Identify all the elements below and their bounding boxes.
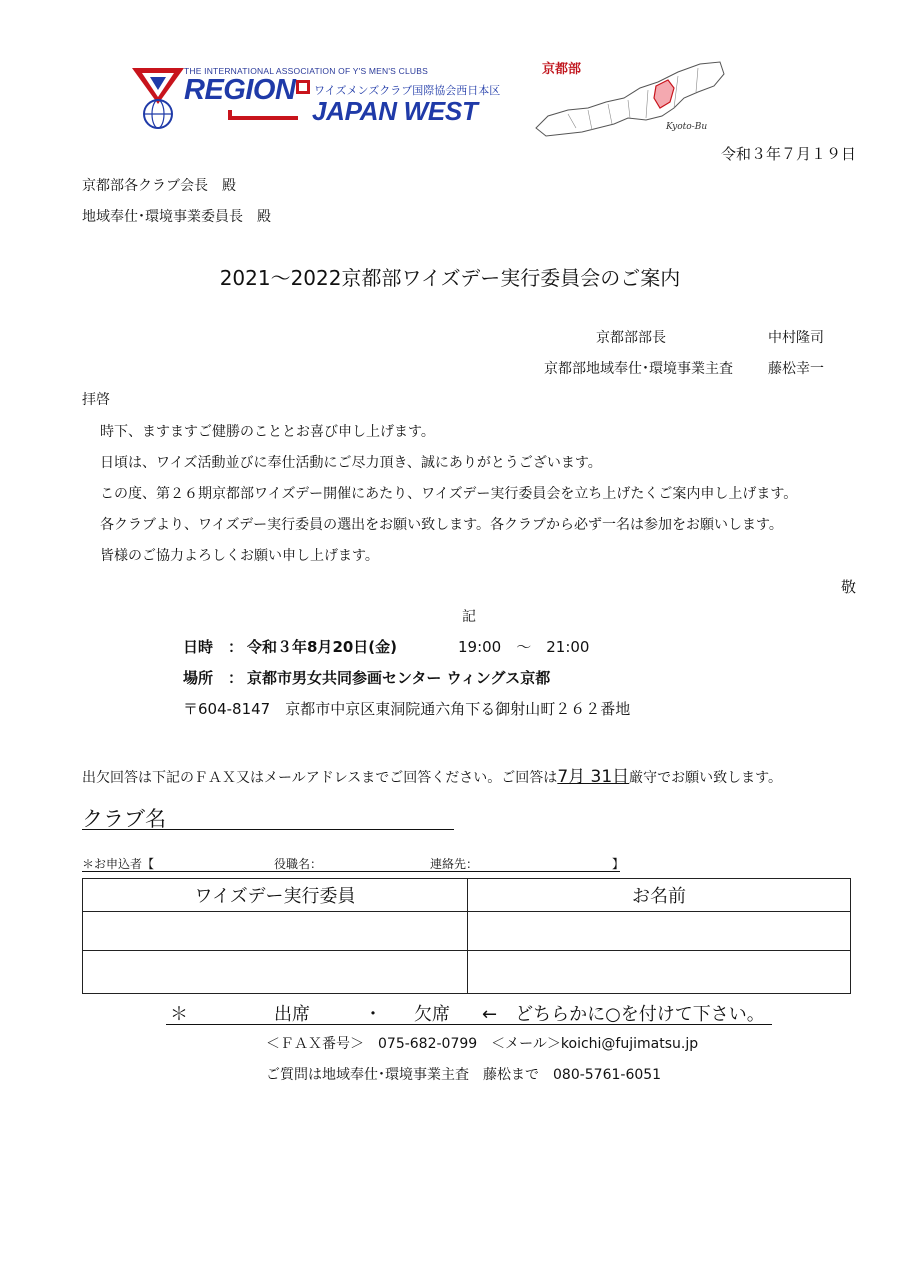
reply-deadline: 7月 31日 [557, 767, 630, 787]
reply-text-after: 厳守でお願い致します。 [629, 770, 783, 786]
org-logo [128, 62, 508, 132]
absent-option[interactable]: 欠席 [414, 1004, 450, 1025]
closing: 敬 [840, 578, 856, 596]
applicant-label: ＊お申込者【 [82, 857, 155, 871]
sender-1-role: 京都部部長 [596, 330, 666, 346]
table-cell[interactable] [468, 912, 851, 951]
body-line-3: この度、第２６期京都部ワイズデー開催にあたり、ワイズデー実行委員会を立ち上げたくご案内申し上げます。 [100, 486, 798, 502]
applicant-line[interactable] [82, 855, 625, 872]
table-header: お名前 [468, 879, 851, 912]
reply-instruction [82, 762, 782, 787]
sender-2-name: 藤松幸一 [768, 361, 824, 377]
contact-label: 連絡先： [430, 857, 479, 871]
greeting: 拝啓 [82, 392, 110, 408]
body-line-2: 日頃は、ワイズ活動並びに奉仕活動にご尽力頂き、誠にありがとうございます。 [100, 455, 602, 471]
applicant-end: 】 [612, 857, 625, 871]
reply-text: 出欠回答は下記のＦＡＸ又はメールアドレスまでご回答ください。ご回答は [82, 770, 558, 786]
logo-bar-icon [228, 110, 298, 120]
place-value: 京都市男女共同参画センター ウィングス京都 [247, 669, 551, 687]
time-value: 19:00 ～ 21:00 [458, 638, 590, 656]
addressee-1: 京都部各クラブ会長 殿 [82, 178, 236, 194]
sender-1-name: 中村隆司 [768, 330, 824, 346]
sender-2-role: 京都部地域奉仕･環境事業主査 [544, 361, 733, 377]
address: 〒604-8147 京都市中京区東洞院通六角下る御射山町２６２番地 [183, 700, 631, 718]
datetime-value: 令和３年8月20日(金) [247, 638, 398, 656]
table-row [83, 912, 851, 951]
ki-heading: 記 [462, 609, 476, 625]
attendance-star: ＊ [170, 1004, 188, 1025]
table-cell[interactable] [83, 951, 468, 994]
body-line-4: 各クラブより、ワイズデー実行委員の選出をお願い致します。各クラブから必ず一名は参加をお願いします。 [100, 517, 783, 533]
datetime-label: 日時 ： [183, 638, 244, 656]
logo-region-text: REGION [184, 74, 296, 106]
attendance-line [166, 1000, 772, 1025]
fax-email-line: ＜ＦＡＸ番号＞ 075-682-0799 ＜メール＞koichi@fujimatsu.jp [266, 1036, 699, 1052]
logo-mark-icon [296, 80, 310, 94]
attendance-instruction: ← どちらかに○を付けて下さい。 [482, 1004, 765, 1025]
table-cell[interactable] [83, 912, 468, 951]
club-name-field[interactable] [82, 803, 454, 830]
document-date: 令和３年７月１９日 [720, 145, 856, 163]
logo-west-text: JAPAN WEST [312, 96, 478, 126]
body-line-5: 皆様のご協力よろしくお願い申し上げます。 [100, 548, 379, 564]
member-table [82, 878, 851, 994]
attendance-separator: ・ [364, 1004, 382, 1025]
place-label: 場所 ： [183, 669, 244, 687]
question-line: ご質問は地域奉仕･環境事業主査 藤松まで 080-5761-6051 [266, 1067, 662, 1083]
table-header: ワイズデー実行委員 [83, 879, 468, 912]
attend-option[interactable]: 出席 [274, 1004, 310, 1025]
table-cell[interactable] [468, 951, 851, 994]
logo-small-text: THE INTERNATIONAL ASSOCIATION OF Y'S MEN'S CLUBS [184, 66, 428, 76]
position-label: 役職名： [274, 857, 323, 871]
kyoto-map [528, 58, 728, 138]
ys-emblem-icon [128, 64, 188, 130]
club-name-label: クラブ名 [82, 807, 166, 831]
map-label: 京都部 [542, 62, 582, 77]
map-signature: Kyoto-Bu [666, 122, 708, 132]
table-header-row [83, 879, 851, 912]
logo-japanese-text: ワイズメンズクラブ国際協会西日本区 [314, 84, 501, 97]
body-line-1: 時下、ますますご健勝のこととお喜び申し上げます。 [100, 424, 435, 440]
addressee-2: 地域奉仕･環境事業委員長 殿 [82, 209, 271, 225]
table-row [83, 951, 851, 994]
document-title: 2021～2022京都部ワイズデー実行委員会のご案内 [219, 266, 681, 290]
